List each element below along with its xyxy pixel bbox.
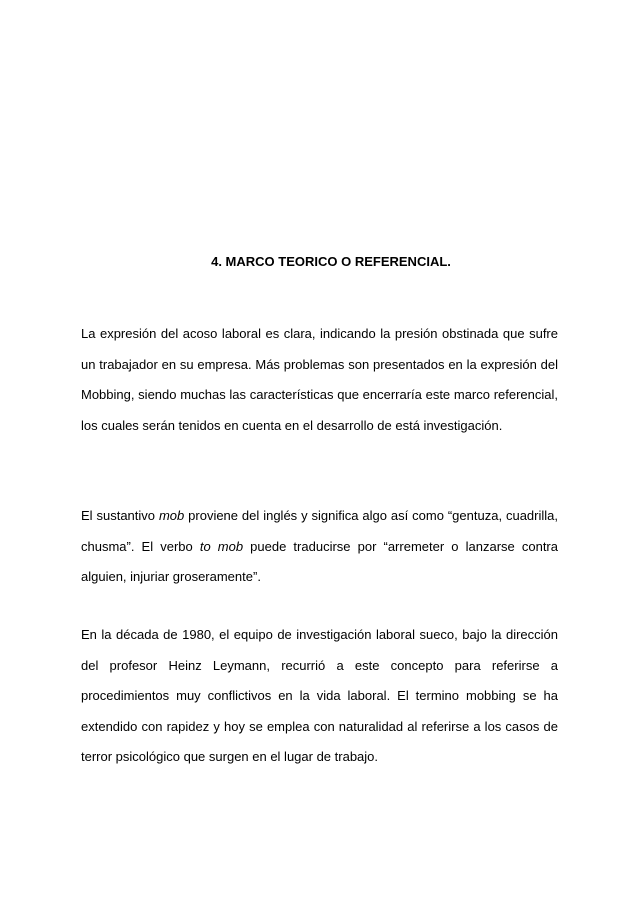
term-to-mob: to mob [199,538,244,554]
term-mob: mob [158,508,185,523]
section-title: 4. MARCO TEORICO O REFERENCIAL. [211,254,451,269]
paragraph-text: proviene del inglés y significa algo así como “gentuza, cuadrilla, chusma”. El verbo [81,508,558,554]
paragraph-sustantivo-mob [81,501,558,593]
paragraph-text: puede traducirse por “arremeter o lanzarse contra alguien, injuriar groseramente”. [81,538,558,584]
paragraph-acoso-laboral: La expresión del acoso laboral es clara, indicando la presión obstinada que sufre un trabajador en su empresa. Más problemas son presentados en la expresión del Mobbing, siendo muchas las características que encerraría este marco referencial, los cuales serán tenidos en cuenta en el desarrollo de está investigación. [81,326,558,433]
paragraph-text: El sustantivo [81,508,159,523]
paragraph-decada-1980: En la década de 1980, el equipo de investigación laboral sueco, bajo la dirección del profesor Heinz Leymann, recurrió a este concepto para referirse a procedimientos muy conflictivos en la vida laboral. El termino mobbing se ha extendido con rapidez y hoy se emplea con naturalidad al referirse a los casos de terror psicológico que surgen en el lugar de trabajo. [81,627,558,764]
